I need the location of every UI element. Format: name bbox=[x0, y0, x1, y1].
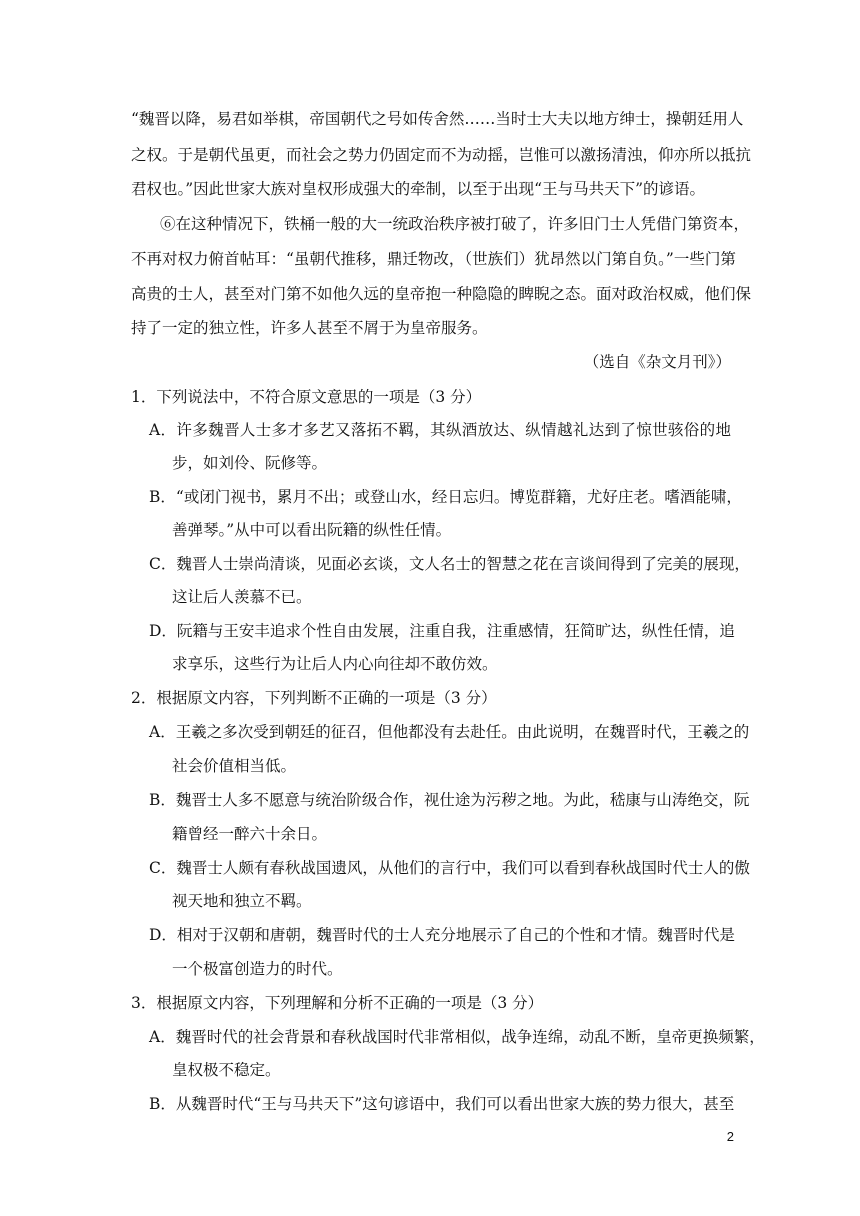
passage-paragraph-6-start: ⑥在这种情况下，铁桶一般的大一统政治秩序被打破了，许多旧门士人凭借门第资本， bbox=[160, 215, 750, 233]
passage-line: 持了一定的独立性，许多人甚至不屑于为皇帝服务。 bbox=[131, 319, 488, 337]
question-2-option-a: A．王羲之多次受到朝廷的征召，但他都没有去赴任。由此说明，在魏晋时代，王羲之的 bbox=[149, 723, 750, 741]
page-number: 2 bbox=[726, 1129, 734, 1144]
question-1-option-a: A．许多魏晋人士多才多艺又落拓不羁，其纵酒放达、纵情越礼达到了惊世骇俗的地 bbox=[149, 421, 731, 439]
question-2-option-d: D．相对于汉朝和唐朝，魏晋时代的士人充分地展示了自己的个性和才情。魏晋时代是 bbox=[149, 926, 735, 944]
passage-line: 之权。于是朝代虽更，而社会之势力仍固定而不为动摇，岂惟可以激扬清浊，仰亦所以抵抗 bbox=[131, 146, 752, 164]
question-2-option-a-cont: 社会价值相当低。 bbox=[172, 757, 297, 775]
question-3-option-a-cont: 皇权极不稳定。 bbox=[172, 1061, 281, 1079]
passage-source: （选自《杂文月刊》） bbox=[583, 353, 731, 371]
question-3-option-a: A．魏晋时代的社会背景和春秋战国时代非常相似，战争连绵，动乱不断，皇帝更换频繁， bbox=[149, 1028, 765, 1046]
question-2-option-d-cont: 一个极富创造力的时代。 bbox=[172, 960, 343, 978]
question-1-option-d: D．阮籍与王安丰追求个性自由发展，注重自我，注重感情，狂简旷达，纵性任情，追 bbox=[149, 622, 735, 640]
passage-line: 不再对权力俯首帖耳：“虽朝代推移，鼎迁物改，（世族们）犹昂然以门第自负。”一些门第 bbox=[131, 250, 736, 268]
question-2-option-c-cont: 视天地和独立不羁。 bbox=[172, 892, 312, 910]
question-1-option-b: B．“或闭门视书，累月不出；或登山水，经日忘归。博览群籍，尤好庄老。嗜酒能啸， bbox=[149, 488, 742, 506]
passage-line: 高贵的士人，甚至对门第不如他久远的皇帝抱一种隐隐的睥睨之态。面对政治权威，他们保 bbox=[131, 285, 752, 303]
question-2-option-c: C．魏晋士人颇有春秋战国遗风，从他们的言行中，我们可以看到春秋战国时代士人的傲 bbox=[149, 859, 750, 877]
question-1-option-d-cont: 求享乐，这些行为让后人内心向往却不敢仿效。 bbox=[172, 655, 498, 673]
question-2-stem: 2．根据原文内容，下列判断不正确的一项是（3 分） bbox=[131, 689, 497, 707]
question-3-option-b: B．从魏晋时代“王与马共天下”这句谚语中，我们可以看出世家大族的势力很大，甚至 bbox=[149, 1095, 735, 1113]
question-1-stem: 1．下列说法中，不符合原文意思的一项是（3 分） bbox=[131, 388, 482, 406]
question-2-option-b: B．魏晋士人多不愿意与统治阶级合作，视仕途为污秽之地。为此，嵇康与山涛绝交，阮 bbox=[149, 791, 750, 809]
passage-line: “魏晋以降，易君如举棋，帝国朝代之号如传舍然……当时士大夫以地方绅士，操朝廷用人 bbox=[131, 110, 744, 128]
question-3-stem: 3．根据原文内容，下列理解和分析不正确的一项是（3 分） bbox=[131, 994, 544, 1012]
question-2-option-b-cont: 籍曾经一醉六十余日。 bbox=[172, 825, 328, 843]
passage-line: 君权也。”因此世家大族对皇权形成强大的牵制，以至于出现“王与马共天下”的谚语。 bbox=[131, 180, 706, 198]
question-1-option-b-cont: 善弹琴。”从中可以看出阮籍的纵性任情。 bbox=[172, 521, 452, 539]
question-1-option-c-cont: 这让后人羡慕不已。 bbox=[172, 588, 312, 606]
question-1-option-a-cont: 步，如刘伶、阮修等。 bbox=[172, 454, 328, 472]
question-1-option-c: C．魏晋人士崇尚清谈，见面必玄谈，文人名士的智慧之花在言谈间得到了完美的展现， bbox=[149, 555, 750, 573]
